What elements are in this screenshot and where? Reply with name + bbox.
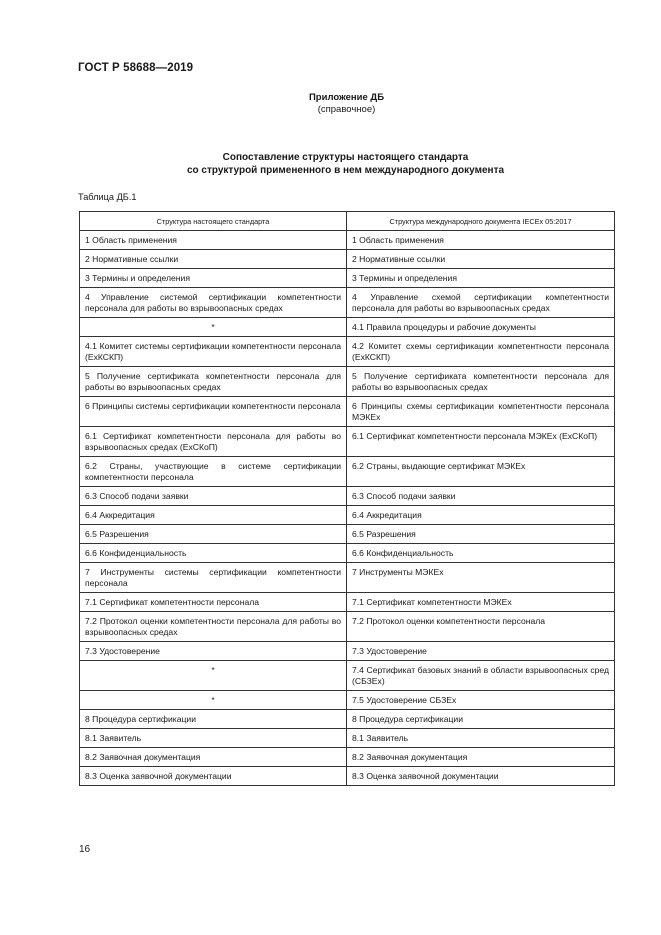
annex-title: Приложение ДБ xyxy=(308,92,385,103)
cell-national-standard: 8.3 Оценка заявочной документации xyxy=(80,767,347,786)
cell-national-standard: 4 Управление системой сертификации компетентности персонала для работы во взрывоопасных средах xyxy=(80,288,347,318)
cell-international-document: 6.4 Аккредитация xyxy=(347,506,615,525)
table-row xyxy=(80,612,615,642)
table-row xyxy=(80,563,615,593)
table-row xyxy=(80,427,615,457)
cell-national-standard: 6.4 Аккредитация xyxy=(80,506,347,525)
cell-international-document: 7 Инструменты МЭКЕх xyxy=(347,563,615,593)
cell-international-document: 6.1 Сертификат компетентности персонала МЭКЕх (ЕхСКоП) xyxy=(347,427,615,457)
annex-heading xyxy=(0,92,661,116)
table-row xyxy=(80,231,615,250)
cell-national-standard: 6 Принципы системы сертификации компетентности персонала xyxy=(80,397,347,427)
table-row xyxy=(80,288,615,318)
cell-national-standard: * xyxy=(80,318,347,337)
table-row xyxy=(80,593,615,612)
cell-international-document: 7.1 Сертификат компетентности МЭКЕх xyxy=(347,593,615,612)
cell-international-document: 3 Термины и определения xyxy=(347,269,615,288)
cell-national-standard: 7 Инструменты системы сертификации компетентности персонала xyxy=(80,563,347,593)
page-number: 16 xyxy=(79,844,91,855)
table-row xyxy=(80,397,615,427)
header-international-document: Структура международного документа IECEx 05:2017 xyxy=(347,212,615,231)
table-row xyxy=(80,250,615,269)
cell-national-standard: 1 Область применения xyxy=(80,231,347,250)
cell-international-document: 7.4 Сертификат базовых знаний в области взрывоопасных сред (СБЗЕх) xyxy=(347,661,615,691)
cell-national-standard: 2 Нормативные ссылки xyxy=(80,250,347,269)
table-row xyxy=(80,337,615,367)
heading-line-2: со структурой примененного в нем международного документа xyxy=(186,165,505,176)
cell-international-document: 4.2 Комитет схемы сертификации компетентности персонала (ЕхКСКП) xyxy=(347,337,615,367)
cell-international-document: 4.1 Правила процедуры и рабочие документы xyxy=(347,318,615,337)
table-row xyxy=(80,544,615,563)
cell-national-standard: 8.1 Заявитель xyxy=(80,729,347,748)
table-caption: Таблица ДБ.1 xyxy=(78,192,137,202)
cell-national-standard: * xyxy=(80,661,347,691)
cell-international-document: 5 Получение сертификата компетентности персонала для работы во взрывоопасных средах xyxy=(347,367,615,397)
table-row xyxy=(80,661,615,691)
cell-national-standard: 6.6 Конфиденциальность xyxy=(80,544,347,563)
cell-national-standard: 7.3 Удостоверение xyxy=(80,642,347,661)
table-row xyxy=(80,729,615,748)
cell-international-document: 8.2 Заявочная документация xyxy=(347,748,615,767)
cell-international-document: 8.3 Оценка заявочной документации xyxy=(347,767,615,786)
comparison-table xyxy=(79,211,615,786)
annex-subtitle: (справочное) xyxy=(317,104,376,115)
table-row xyxy=(80,457,615,487)
cell-national-standard: 6.5 Разрешения xyxy=(80,525,347,544)
cell-national-standard: 6.2 Страны, участвующие в системе сертификации компетентности персонала xyxy=(80,457,347,487)
table-row xyxy=(80,710,615,729)
table-row xyxy=(80,642,615,661)
cell-national-standard: 3 Термины и определения xyxy=(80,269,347,288)
cell-national-standard: 6.3 Способ подачи заявки xyxy=(80,487,347,506)
table-row xyxy=(80,487,615,506)
table-row xyxy=(80,506,615,525)
cell-national-standard: 7.2 Протокол оценки компетентности персонала для работы во взрывоопасных средах xyxy=(80,612,347,642)
table-header-row xyxy=(80,212,615,231)
cell-international-document: 8 Процедура сертификации xyxy=(347,710,615,729)
cell-national-standard: 5 Получение сертификата компетентности персонала для работы во взрывоопасных средах xyxy=(80,367,347,397)
cell-national-standard: 4.1 Комитет системы сертификации компетентности персонала (ЕхКСКП) xyxy=(80,337,347,367)
cell-international-document: 7.5 Удостоверение СБЗЕх xyxy=(347,691,615,710)
table-row xyxy=(80,691,615,710)
cell-international-document: 7.2 Протокол оценки компетентности персонала xyxy=(347,612,615,642)
cell-international-document: 4 Управление схемой сертификации компетентности персонала для работы во взрывоопасных средах xyxy=(347,288,615,318)
cell-international-document: 6.5 Разрешения xyxy=(347,525,615,544)
cell-international-document: 1 Область применения xyxy=(347,231,615,250)
cell-international-document: 6.3 Способ подачи заявки xyxy=(347,487,615,506)
cell-international-document: 8.1 Заявитель xyxy=(347,729,615,748)
cell-international-document: 6.6 Конфиденциальность xyxy=(347,544,615,563)
cell-national-standard: 8 Процедура сертификации xyxy=(80,710,347,729)
cell-international-document: 6.2 Страны, выдающие сертификат МЭКЕх xyxy=(347,457,615,487)
cell-international-document: 7.3 Удостоверение xyxy=(347,642,615,661)
section-heading xyxy=(0,151,661,177)
table-row xyxy=(80,748,615,767)
heading-line-1: Сопоставление структуры настоящего стандарта xyxy=(222,152,469,163)
cell-national-standard: 6.1 Сертификат компетентности персонала для работы во взрывоопасных средах (ЕхСКоП) xyxy=(80,427,347,457)
cell-national-standard: 7.1 Сертификат компетентности персонала xyxy=(80,593,347,612)
table-row xyxy=(80,318,615,337)
cell-international-document: 6 Принципы схемы сертификации компетентности персонала МЭКЕх xyxy=(347,397,615,427)
table-row xyxy=(80,367,615,397)
header-national-standard: Структура настоящего стандарта xyxy=(80,212,347,231)
cell-national-standard: * xyxy=(80,691,347,710)
table-row xyxy=(80,767,615,786)
table-row xyxy=(80,525,615,544)
table-row xyxy=(80,269,615,288)
standard-code: ГОСТ Р 58688—2019 xyxy=(78,62,194,74)
cell-national-standard: 8.2 Заявочная документация xyxy=(80,748,347,767)
cell-international-document: 2 Нормативные ссылки xyxy=(347,250,615,269)
